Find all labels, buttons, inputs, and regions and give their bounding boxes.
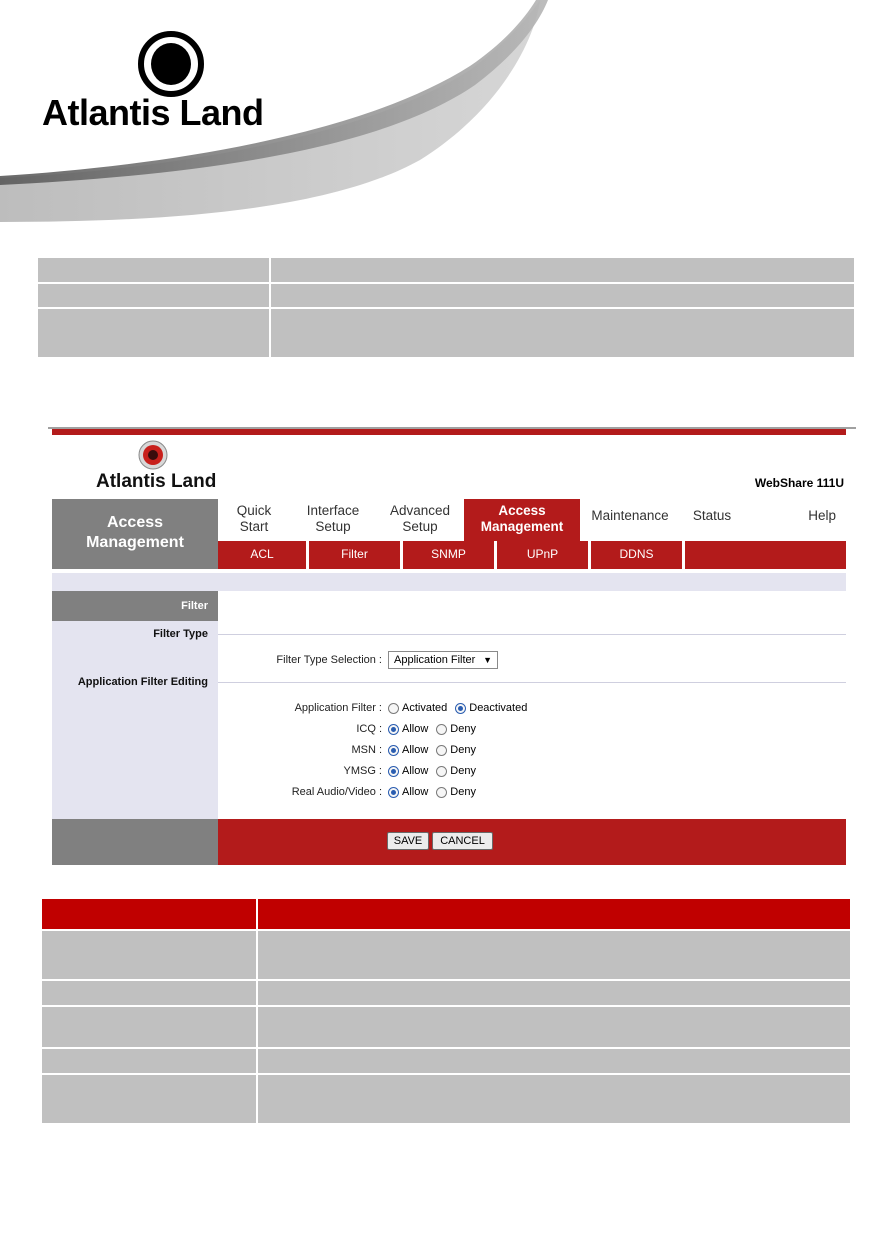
deny-label: Deny <box>450 765 476 777</box>
allow-label: Allow <box>402 765 429 777</box>
activated-radio[interactable] <box>388 703 399 714</box>
table-row <box>42 1075 850 1123</box>
section-title-text: Access Management <box>86 514 184 551</box>
router-ui-screenshot <box>52 429 846 865</box>
nav-interface-setup[interactable]: Interface Setup <box>306 503 360 534</box>
info-table-bottom <box>42 897 850 1125</box>
icq-options <box>388 719 481 739</box>
table-row <box>42 931 850 979</box>
deactivated-label: Deactivated <box>469 702 528 714</box>
nav-advanced-setup[interactable]: Advanced Setup <box>389 503 451 534</box>
application-filter-label: Application Filter : <box>294 702 382 714</box>
real-audio-video-row <box>218 782 846 802</box>
save-button[interactable]: SAVE <box>387 832 429 850</box>
ymsg-label: YMSG : <box>343 765 382 777</box>
application-filter-options <box>388 698 532 718</box>
left-column <box>52 591 218 819</box>
section-title <box>52 499 218 569</box>
top-accent-bar <box>52 429 846 435</box>
model-name: WebShare 111U <box>754 476 844 490</box>
icq-allow-radio[interactable] <box>388 724 399 735</box>
real-audio-video-label: Real Audio/Video : <box>291 786 382 798</box>
msn-allow-radio[interactable] <box>388 745 399 756</box>
rav-allow-radio[interactable] <box>388 787 399 798</box>
divider <box>218 634 846 635</box>
main-nav <box>218 499 846 541</box>
footer-left <box>52 819 218 865</box>
subnav-filter[interactable]: Filter <box>309 541 403 569</box>
cancel-button[interactable]: CANCEL <box>432 832 493 850</box>
table-row <box>42 1007 850 1047</box>
filter-section-label: Filter <box>52 591 218 621</box>
icq-deny-radio[interactable] <box>436 724 447 735</box>
table-row <box>42 1049 850 1073</box>
nav-access-management[interactable]: Access Management <box>464 499 580 541</box>
msn-options <box>388 740 481 760</box>
msn-row <box>218 740 846 760</box>
application-filter-row <box>218 698 846 718</box>
table-row <box>38 284 854 307</box>
nav-quick-start[interactable]: Quick Start <box>236 503 272 534</box>
ymsg-deny-radio[interactable] <box>436 766 447 777</box>
filter-type-selection-label: Filter Type Selection : <box>276 654 382 666</box>
ymsg-allow-radio[interactable] <box>388 766 399 777</box>
filter-type-row <box>218 650 846 670</box>
table-row <box>38 309 854 357</box>
brand-name: Atlantis Land <box>42 92 264 133</box>
spacer-band <box>52 573 846 591</box>
chevron-down-icon: ▼ <box>483 655 492 665</box>
subnav-upnp[interactable]: UPnP <box>497 541 591 569</box>
filter-type-select[interactable] <box>388 651 498 669</box>
table-row <box>42 981 850 1005</box>
deny-label: Deny <box>450 786 476 798</box>
msn-deny-radio[interactable] <box>436 745 447 756</box>
ymsg-row <box>218 761 846 781</box>
sub-nav <box>218 541 846 569</box>
deactivated-radio[interactable] <box>455 703 466 714</box>
filter-type-label: Filter Type <box>153 628 208 640</box>
real-audio-video-options <box>388 782 481 802</box>
filter-type-value: Application Filter <box>394 654 476 666</box>
subnav-snmp[interactable]: SNMP <box>403 541 497 569</box>
rav-deny-radio[interactable] <box>436 787 447 798</box>
icq-label: ICQ : <box>356 723 382 735</box>
icq-row <box>218 719 846 739</box>
allow-label: Allow <box>402 786 429 798</box>
app-filter-editing-label: Application Filter Editing <box>77 676 208 688</box>
subnav-acl[interactable]: ACL <box>218 541 309 569</box>
filter-type-control <box>388 650 498 670</box>
allow-label: Allow <box>402 723 429 735</box>
footer-actions <box>218 819 846 865</box>
nav-maintenance[interactable]: Maintenance <box>591 508 669 523</box>
nav-help[interactable]: Help <box>808 508 836 523</box>
ui-brand-name: Atlantis Land <box>96 471 217 492</box>
table-row <box>38 258 854 282</box>
table-header-row <box>42 899 850 929</box>
allow-label: Allow <box>402 744 429 756</box>
activated-label: Activated <box>402 702 448 714</box>
ymsg-options <box>388 761 481 781</box>
msn-label: MSN : <box>351 744 382 756</box>
subnav-ddns[interactable]: DDNS <box>591 541 685 569</box>
deny-label: Deny <box>450 744 476 756</box>
info-table-top <box>38 256 854 359</box>
divider <box>218 682 846 683</box>
deny-label: Deny <box>450 723 476 735</box>
nav-status[interactable]: Status <box>692 508 732 523</box>
